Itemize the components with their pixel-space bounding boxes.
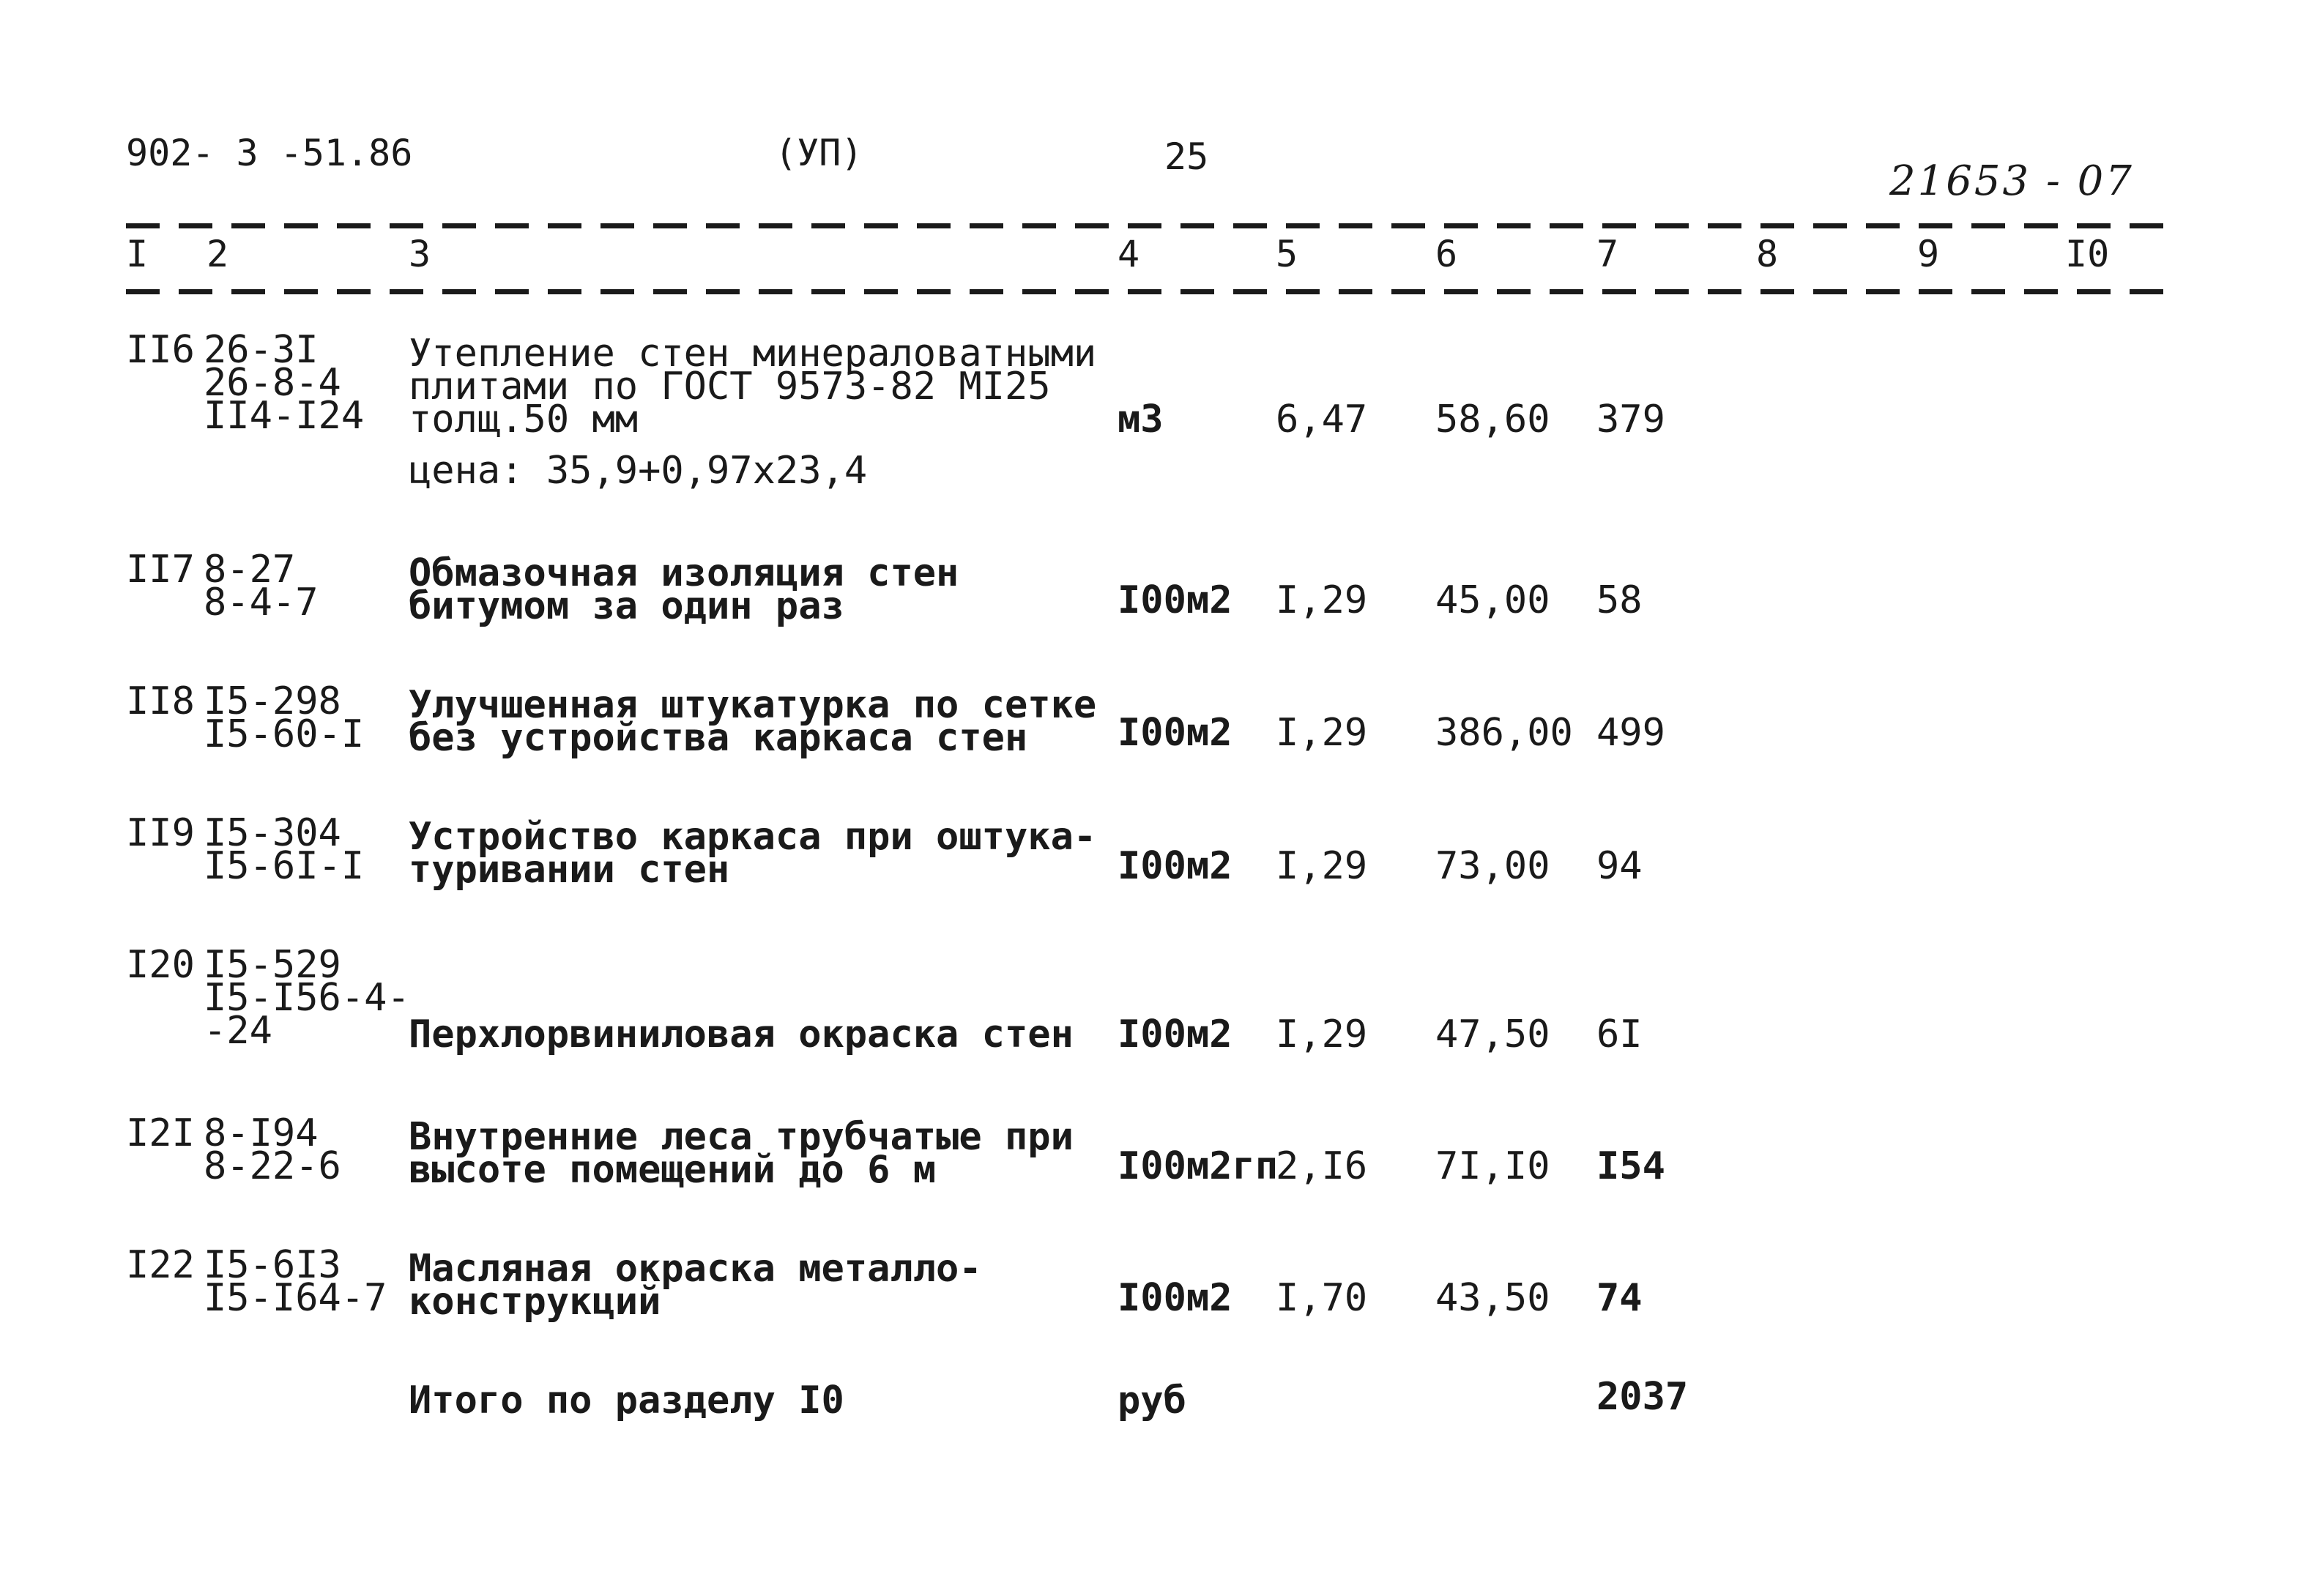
row-price: 58,60 [1435, 398, 1550, 441]
summary-total: 2037 [1596, 1375, 1689, 1419]
row-number: I20 [126, 943, 195, 987]
row-total: 74 [1596, 1276, 1643, 1320]
row-quantity: I,29 [1276, 578, 1368, 622]
row-number: II6 [126, 328, 195, 372]
row-code: 8-27 [204, 548, 296, 592]
inventory-number: 21653 - 07 [1889, 157, 2134, 205]
row-unit: I00м2 [1118, 578, 1232, 622]
column-number: 9 [1917, 233, 1940, 275]
row-unit: м3 [1118, 398, 1164, 441]
row-total: I54 [1596, 1144, 1665, 1188]
column-number: 3 [409, 233, 431, 275]
row-unit: I00м2 [1118, 844, 1232, 888]
row-code: I5-6I3 [204, 1243, 341, 1287]
row-description: толщ.50 мм [409, 398, 639, 441]
column-number: 4 [1118, 233, 1140, 275]
row-unit: I00м2 [1118, 1013, 1232, 1056]
row-total: 379 [1596, 398, 1665, 441]
row-quantity: I,29 [1276, 711, 1368, 755]
row-price: 47,50 [1435, 1013, 1550, 1056]
row-code: I5-529 [204, 943, 341, 987]
row-price: 45,00 [1435, 578, 1550, 622]
column-number: 5 [1276, 233, 1298, 275]
row-code: I5-I56-4- [204, 976, 410, 1020]
row-description: конструкций [409, 1280, 661, 1324]
row-number: II9 [126, 811, 195, 855]
row-note: цена: 35,9+0,97х23,4 [409, 449, 868, 493]
row-code: 8-22-6 [204, 1144, 341, 1188]
column-number: 8 [1756, 233, 1779, 275]
row-quantity: I,29 [1276, 1013, 1368, 1056]
row-description: Улучшенная штукатурка по сетке [409, 683, 1097, 727]
row-description: Обмазочная изоляция стен [409, 551, 959, 595]
row-unit: I00м2 [1118, 1276, 1232, 1320]
row-quantity: I,29 [1276, 844, 1368, 888]
row-code: I5-6I-I [204, 844, 365, 888]
row-number: I22 [126, 1243, 195, 1287]
summary-label: Итого по разделу I0 [409, 1379, 844, 1422]
column-number: 7 [1596, 233, 1619, 275]
row-code: I5-I64-7 [204, 1276, 387, 1320]
bottom-dashed-rule [126, 289, 2176, 294]
row-code: -24 [204, 1009, 272, 1053]
row-price: 43,50 [1435, 1276, 1550, 1320]
row-quantity: 6,47 [1276, 398, 1368, 441]
row-unit: I00м2гп [1118, 1144, 1279, 1188]
row-description: Внутренние леса трубчатые при [409, 1115, 1074, 1159]
row-number: II7 [126, 548, 195, 592]
row-unit: I00м2 [1118, 711, 1232, 755]
row-total: 499 [1596, 711, 1665, 755]
column-number: 6 [1435, 233, 1458, 275]
column-number: 2 [207, 233, 229, 275]
row-description: Утепление стен минераловатными [409, 332, 1097, 376]
row-code: 8-4-7 [204, 581, 319, 624]
row-code: 26-3I [204, 328, 319, 372]
row-code: I5-304 [204, 811, 341, 855]
row-price: 7I,I0 [1435, 1144, 1550, 1188]
row-code: I5-60-I [204, 712, 365, 756]
row-code: I5-298 [204, 679, 341, 723]
series-label: (УП) [775, 132, 863, 174]
summary-unit: руб [1118, 1379, 1186, 1422]
row-price: 386,00 [1435, 711, 1573, 755]
column-number: I [126, 233, 149, 275]
row-total: 6I [1596, 1013, 1643, 1056]
document-code: 902- 3 -51.86 [126, 132, 413, 174]
row-description: Устройство каркаса при оштука- [409, 815, 1097, 859]
column-number: I0 [2065, 233, 2110, 275]
row-code: 8-I94 [204, 1111, 319, 1155]
row-number: I2I [126, 1111, 195, 1155]
row-description: плитами по ГОСТ 9573-82 МI25 [409, 365, 1051, 409]
row-description: битумом за один раз [409, 584, 844, 628]
top-dashed-rule [126, 223, 2176, 228]
row-total: 94 [1596, 844, 1643, 888]
row-quantity: 2,I6 [1276, 1144, 1368, 1188]
row-total: 58 [1596, 578, 1643, 622]
row-description: туривании стен [409, 848, 730, 892]
row-price: 73,00 [1435, 844, 1550, 888]
row-number: II8 [126, 679, 195, 723]
row-description: Перхлорвиниловая окраска стен [409, 1013, 1074, 1056]
row-description: без устройства каркаса стен [409, 716, 1028, 760]
row-description: Масляная окраска металло- [409, 1247, 982, 1291]
row-description: высоте помещений до 6 м [409, 1148, 937, 1192]
page-number: 25 [1164, 135, 1209, 178]
row-code: II4-I24 [204, 394, 365, 438]
row-code: 26-8-4 [204, 361, 341, 405]
row-quantity: I,70 [1276, 1276, 1368, 1320]
